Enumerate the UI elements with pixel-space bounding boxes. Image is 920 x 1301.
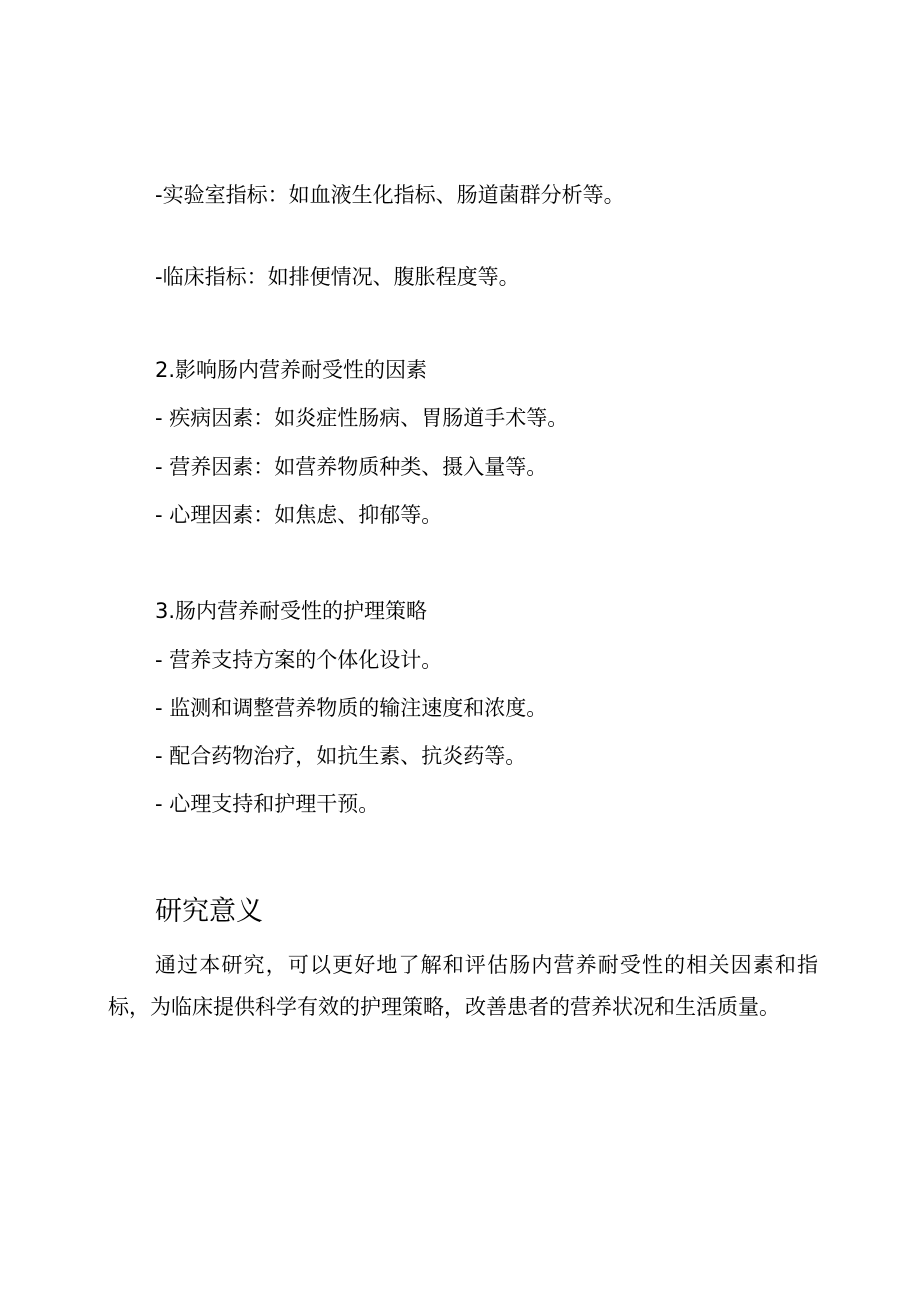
section-2-item: - 心理因素：如焦虑、抑郁等。 xyxy=(155,503,443,527)
clinical-indicator-line: -临床指标：如排便情况、腹胀程度等。 xyxy=(155,265,520,289)
section-2-title: 2.影响肠内营养耐受性的因素 xyxy=(155,358,428,382)
significance-paragraph: 通过本研究，可以更好地了解和评估肠内营养耐受性的相关因素和指标，为临床提供科学有效的护理策略，改善患者的营养状况和生活质量。 xyxy=(108,953,818,1019)
section-2-item: - 营养因素：如营养物质种类、摄入量等。 xyxy=(155,455,548,479)
section-2-item: - 疾病因素：如炎症性肠病、胃肠道手术等。 xyxy=(155,406,569,430)
lab-indicator-line: -实验室指标：如血液生化指标、肠道菌群分析等。 xyxy=(155,183,625,207)
section-3-item: - 配合药物治疗，如抗生素、抗炎药等。 xyxy=(155,744,527,768)
section-3-item: - 监测和调整营养物质的输注速度和浓度。 xyxy=(155,696,548,720)
section-3-item: - 心理支持和护理干预。 xyxy=(155,792,380,816)
section-3-title: 3.肠内营养耐受性的护理策略 xyxy=(155,599,428,623)
significance-heading: 研究意义 xyxy=(155,896,263,927)
section-3-item: - 营养支持方案的个体化设计。 xyxy=(155,648,443,672)
